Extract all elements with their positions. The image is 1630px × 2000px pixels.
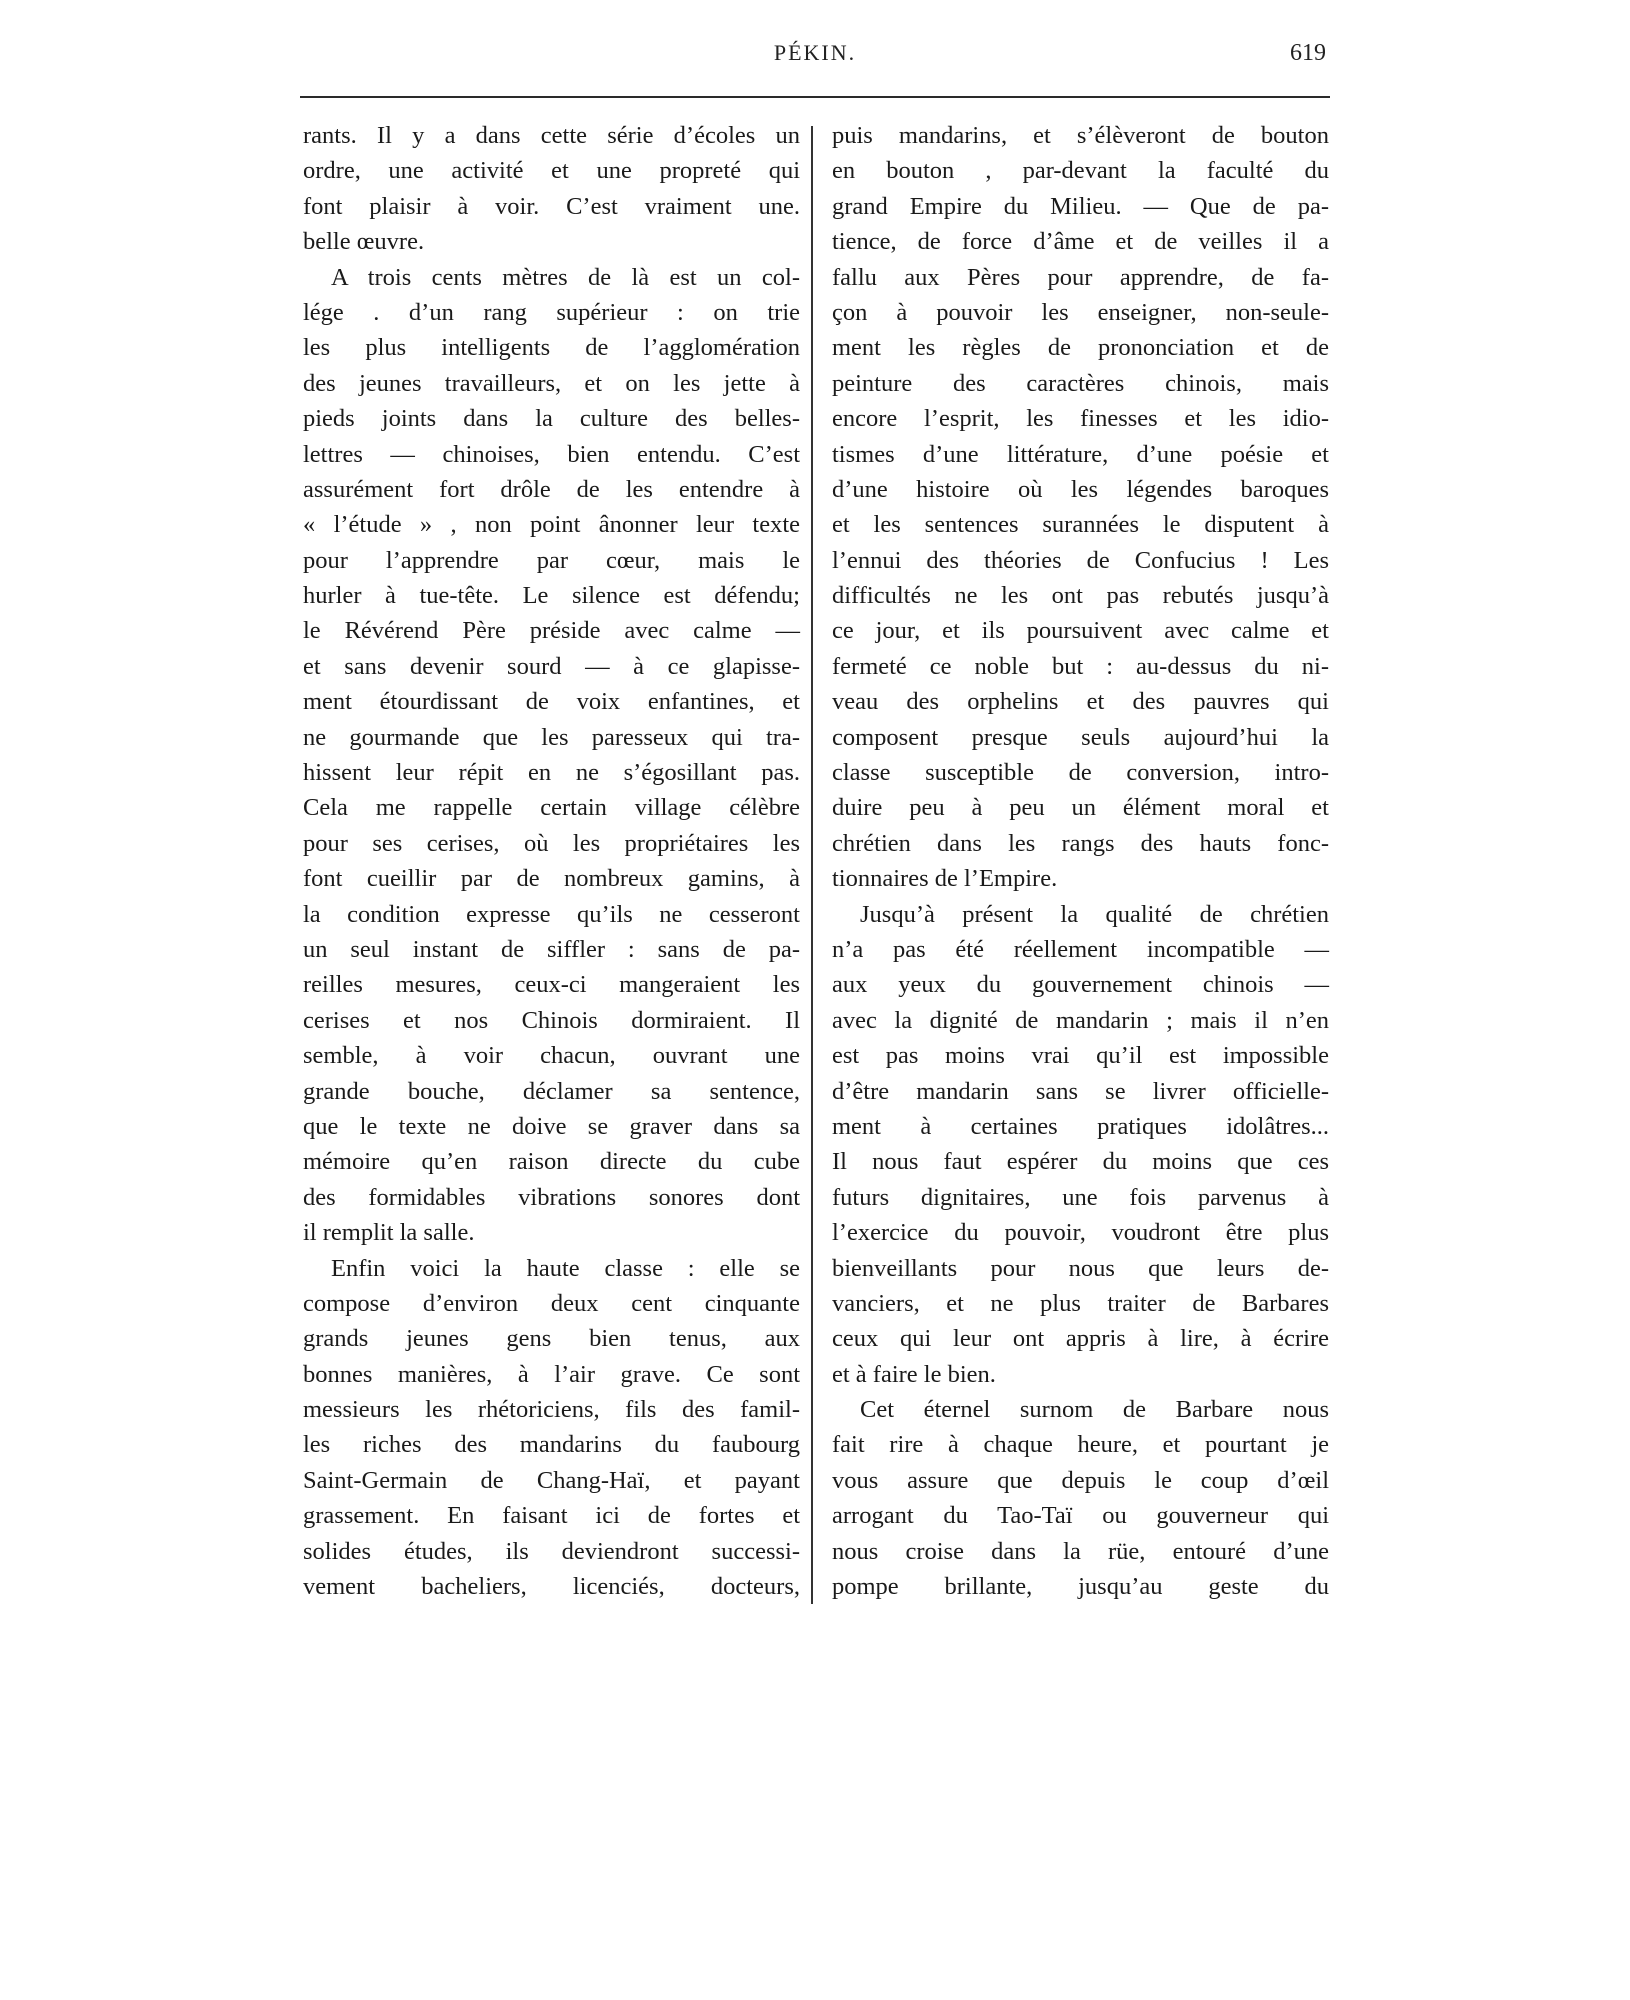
text-line: Enfin voici la haute classe : elle se — [331, 1254, 800, 1282]
page-number: 619 — [1290, 40, 1326, 66]
text-line: reilles mesures, ceux-ci mangeraient les — [303, 971, 800, 999]
text-line: la condition expresse qu’ils ne cesseront — [303, 900, 800, 928]
text-line: tionnaires de l’Empire. — [832, 865, 1058, 893]
text-line: l’exercice du pouvoir, voudront être plus — [832, 1219, 1329, 1247]
text-line: assurément fort drôle de les entendre à — [303, 475, 800, 503]
text-line: pour l’apprendre par cœur, mais le — [303, 546, 800, 574]
text-line: grand Empire du Milieu. — Que de pa- — [832, 192, 1329, 220]
text-line: tismes d’une littérature, d’une poésie et — [832, 440, 1329, 468]
text-line: nous croise dans la rüe, entouré d’une — [832, 1537, 1329, 1565]
text-line: tience, de force d’âme et de veilles il a — [832, 228, 1329, 256]
text-line: l’ennui des théories de Confucius ! Les — [832, 546, 1329, 574]
text-line: ceux qui leur ont appris à lire, à écrire — [832, 1325, 1329, 1353]
text-line: pompe brillante, jusqu’au geste du — [832, 1573, 1329, 1601]
text-line: des formidables vibrations sonores dont — [303, 1183, 800, 1211]
text-line: il remplit la salle. — [303, 1219, 475, 1247]
text-line: solides études, ils deviendront successi- — [303, 1537, 800, 1565]
running-title: PÉKIN. — [773, 40, 857, 65]
text-line: fermeté ce noble but : au-dessus du ni- — [832, 652, 1329, 680]
text-line: classe susceptible de conversion, intro- — [832, 759, 1329, 787]
text-line: les riches des mandarins du faubourg — [303, 1431, 800, 1459]
text-line: que le texte ne doive se graver dans sa — [303, 1112, 800, 1140]
text-column-right — [832, 118, 1329, 1604]
text-line: ment à certaines pratiques idolâtres... — [832, 1112, 1329, 1140]
text-line: grande bouche, déclamer sa sentence, — [303, 1077, 800, 1105]
text-line: est pas moins vrai qu’il est impossible — [832, 1042, 1329, 1070]
text-line: fait rire à chaque heure, et pourtant je — [832, 1431, 1329, 1459]
text-line: arrogant du Tao-Taï ou gouverneur qui — [832, 1502, 1329, 1530]
text-line: chrétien dans les rangs des hauts fonc- — [832, 829, 1329, 857]
text-line: en bouton , par-devant la faculté du — [832, 157, 1329, 185]
text-line: duire peu à peu un élément moral et — [832, 794, 1329, 822]
text-line: grassement. En faisant ici de fortes et — [303, 1502, 800, 1530]
text-line: encore l’esprit, les finesses et les idio- — [832, 405, 1329, 433]
text-line: bienveillants pour nous que leurs de- — [832, 1254, 1329, 1282]
text-line: Jusqu’à présent la qualité de chrétien — [860, 900, 1329, 928]
text-line: mémoire qu’en raison directe du cube — [303, 1148, 800, 1176]
text-line: Il nous faut espérer du moins que ces — [832, 1148, 1329, 1176]
text-line: messieurs les rhétoriciens, fils des famil- — [303, 1396, 800, 1424]
text-line: ment les règles de prononciation et de — [832, 334, 1329, 362]
text-line: hurler à tue-tête. Le silence est défendu; — [303, 582, 800, 610]
text-line: un seul instant de siffler : sans de pa- — [303, 935, 800, 963]
text-line: Cela me rappelle certain village célèbre — [303, 794, 800, 822]
text-line: fallu aux Pères pour apprendre, de fa- — [832, 263, 1329, 291]
column-divider — [811, 126, 813, 1604]
text-line: Saint-Germain de Chang-Haï, et payant — [303, 1466, 800, 1494]
text-line: çon à pouvoir les enseigner, non-seule- — [832, 298, 1329, 326]
text-line: A trois cents mètres de là est un col- — [331, 263, 800, 291]
text-line: vous assure que depuis le coup d’œil — [832, 1466, 1329, 1494]
text-line: pour ses cerises, où les propriétaires les — [303, 829, 800, 857]
text-line: ce jour, et ils poursuivent avec calme et — [832, 617, 1329, 645]
text-line: pieds joints dans la culture des belles- — [303, 405, 800, 433]
text-line: et sans devenir sourd — à ce glapisse- — [303, 652, 800, 680]
page-header — [300, 40, 1330, 80]
text-line: avec la dignité de mandarin ; mais il n’en — [832, 1006, 1329, 1034]
text-line: le Révérend Père préside avec calme — — [303, 617, 800, 645]
text-line: semble, à voir chacun, ouvrant une — [303, 1042, 800, 1070]
text-line: Cet éternel surnom de Barbare nous — [860, 1396, 1329, 1424]
text-line: belle œuvre. — [303, 228, 425, 256]
text-column-left — [303, 118, 800, 1604]
text-line: ne gourmande que les paresseux qui tra- — [303, 723, 800, 751]
text-line: hissent leur répit en ne s’égosillant pas. — [303, 759, 800, 787]
text-line: font cueillir par de nombreux gamins, à — [303, 865, 800, 893]
text-line: bonnes manières, à l’air grave. Ce sont — [303, 1360, 800, 1388]
text-line: lége . d’un rang supérieur : on trie — [303, 298, 800, 326]
text-line: composent presque seuls aujourd’hui la — [832, 723, 1329, 751]
text-line: futurs dignitaires, une fois parvenus à — [832, 1183, 1329, 1211]
text-line: ment étourdissant de voix enfantines, et — [303, 688, 800, 716]
text-line: et les sentences surannées le disputent à — [832, 511, 1329, 539]
text-line: lettres — chinoises, bien entendu. C’est — [303, 440, 800, 468]
text-line: d’une histoire où les légendes baroques — [832, 475, 1329, 503]
text-line: font plaisir à voir. C’est vraiment une. — [303, 192, 800, 220]
text-line: grands jeunes gens bien tenus, aux — [303, 1325, 800, 1353]
text-line: aux yeux du gouvernement chinois — — [832, 971, 1329, 999]
text-line: n’a pas été réellement incompatible — — [832, 935, 1329, 963]
text-line: veau des orphelins et des pauvres qui — [832, 688, 1329, 716]
text-line: cerises et nos Chinois dormiraient. Il — [303, 1006, 800, 1034]
text-line: d’être mandarin sans se livrer officielle- — [832, 1077, 1329, 1105]
text-line: difficultés ne les ont pas rebutés jusqu’à — [832, 582, 1329, 610]
text-line: rants. Il y a dans cette série d’écoles un — [303, 122, 800, 149]
text-line: ordre, une activité et une propreté qui — [303, 157, 800, 185]
text-line: des jeunes travailleurs, et on les jette à — [303, 369, 800, 397]
header-rule — [300, 96, 1330, 98]
text-line: vement bacheliers, licenciés, docteurs, — [303, 1573, 800, 1601]
text-line: et à faire le bien. — [832, 1360, 996, 1388]
text-line: puis mandarins, et s’élèveront de bouton — [832, 122, 1329, 149]
text-line: compose d’environ deux cent cinquante — [303, 1289, 800, 1317]
text-line: « l’étude » , non point ânonner leur texte — [303, 511, 800, 539]
text-line: peinture des caractères chinois, mais — [832, 369, 1329, 397]
text-line: vanciers, et ne plus traiter de Barbares — [832, 1289, 1329, 1317]
text-line: les plus intelligents de l’agglomération — [303, 334, 800, 362]
